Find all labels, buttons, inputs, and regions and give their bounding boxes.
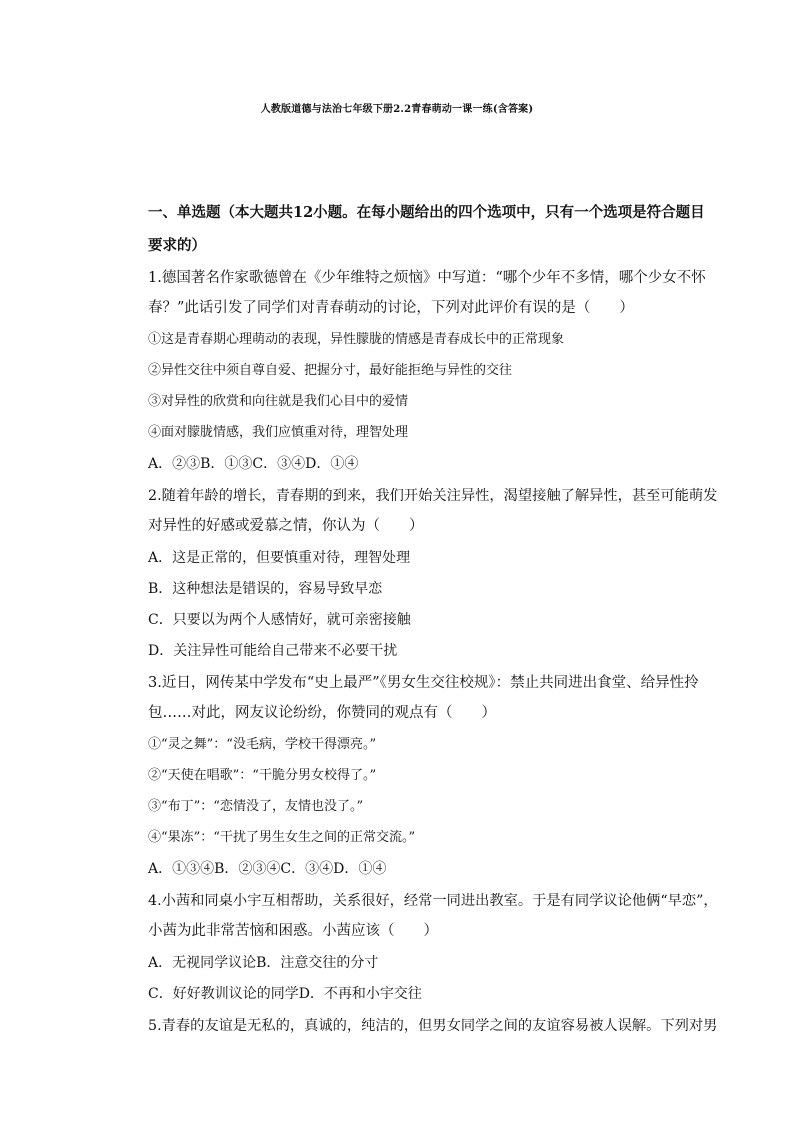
q1-statement-2: ②异性交往中须自尊自爱、把握分寸，最好能拒绝与异性的交往 <box>148 363 513 378</box>
q3-statement-4: ④“果冻”：“干扰了男生女生之间的正常交流。” <box>148 830 416 845</box>
q2-option-a: A．这是正常的，但要慎重对待，理智处理 <box>148 550 411 566</box>
q1-stem-line-2: 春？”此话引发了同学们对青春萌动的讨论，下列对此评价有误的是（ ） <box>148 300 634 316</box>
q4-stem-line-1: 4.小茜和同桌小宇互相帮助，关系很好，经常一同进出教室。于是有同学议论他俩“早恋”， <box>148 893 718 909</box>
q3-stem-line-2: 包……对此，网友议论纷纷，你赞同的观点有（ ） <box>148 705 496 721</box>
q2-option-b: B．这种想法是错误的，容易导致早恋 <box>148 581 383 597</box>
q2-stem-line-1: 2.随着年龄的增长，青春期的到来，我们开始关注异性，渴望接触了解异性，甚至可能萌发 <box>148 488 718 504</box>
q1-statement-4: ④面对朦胧情感，我们应慎重对待，理智处理 <box>148 425 409 440</box>
q1-choices: A．②③B．①③C．③④D．①④ <box>148 456 359 472</box>
q4-options-ab: A．无视同学议论B．注意交往的分寸 <box>148 955 379 971</box>
section-heading-line-1: 一、单选题（本大题共12小题。在每小题给出的四个选项中，只有一个选项是符合题目 <box>148 204 705 221</box>
section-heading-line-2: 要求的） <box>148 237 206 254</box>
q1-stem-line-1: 1.德国著名作家歌德曾在《少年维特之烦恼》中写道：“哪个少年不多情，哪个少女不怀 <box>148 270 706 286</box>
q1-statement-3: ③对异性的欣赏和向往就是我们心目中的爱情 <box>148 394 409 409</box>
q3-choices: A．①③④B．②③④C．③④D．①④ <box>148 861 387 877</box>
q5-stem-line-1: 5.青春的友谊是无私的，真诚的，纯洁的，但男女同学之间的友谊容易被人误解。下列对男 <box>148 1018 718 1034</box>
q2-option-d: D．关注异性可能给自己带来不必要干扰 <box>148 643 398 659</box>
q4-stem-line-2: 小茜为此非常苦恼和困惑。小茜应该（ ） <box>148 923 438 939</box>
q3-statement-3: ③“布丁”：“恋情没了，友情也没了。” <box>148 799 364 814</box>
q3-stem-line-1: 3.近日，网传某中学发布“史上最严”《男女生交往校规》：禁止共同进出食堂、给异性拎 <box>148 675 699 691</box>
q2-stem-line-2: 对异性的好感或爱慕之情，你认为（ ） <box>148 518 424 534</box>
q2-option-c: C．只要以为两个人感情好，就可亲密接触 <box>148 612 411 628</box>
q1-statement-1: ①这是青春期心理萌动的表现，异性朦胧的情感是青春成长中的正常现象 <box>148 332 565 347</box>
q3-statement-1: ①“灵之舞”：“没毛病，学校干得漂亮。” <box>148 737 377 752</box>
q3-statement-2: ②“天使在唱歌”：“干脆分男女校得了。” <box>148 768 377 783</box>
q4-options-cd: C．好好教训议论的同学D．不再和小宇交往 <box>148 986 422 1002</box>
document-title: 人教版道德与法治七年级下册2.2青春萌动一课一练(含答案) <box>260 104 534 115</box>
